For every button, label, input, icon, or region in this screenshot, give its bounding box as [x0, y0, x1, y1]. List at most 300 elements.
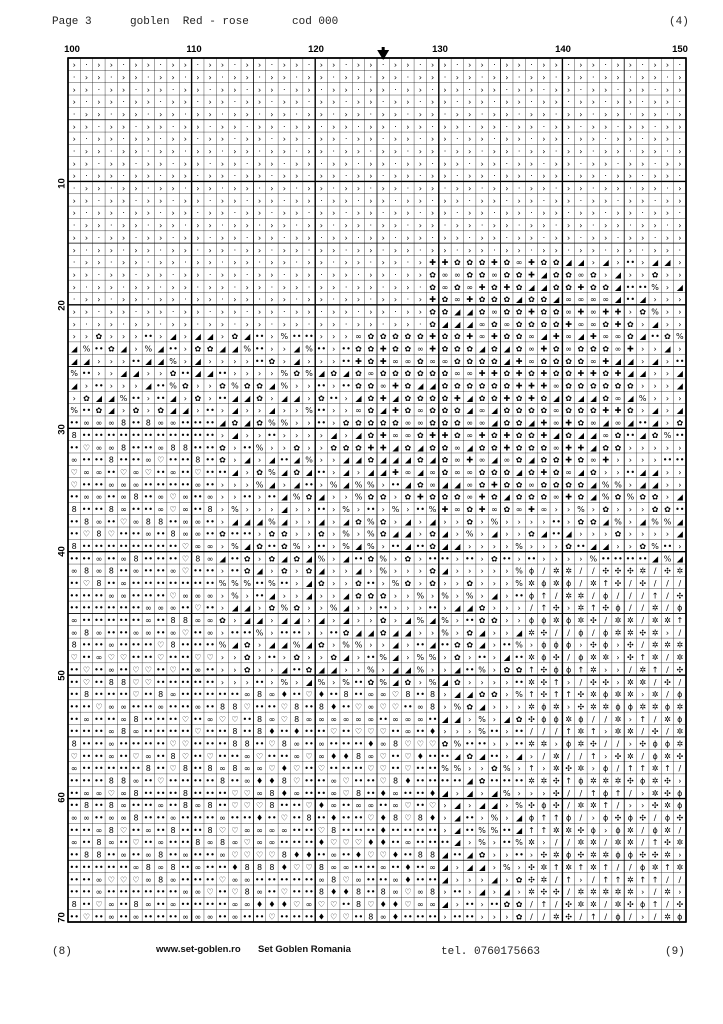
svg-text:••: ••: [551, 529, 561, 539]
svg-text:••: ••: [106, 492, 117, 502]
svg-text:✲: ✲: [540, 875, 548, 885]
svg-text:••: ••: [205, 899, 215, 909]
svg-text:∞: ∞: [416, 344, 424, 354]
svg-text:✿: ✿: [342, 443, 350, 453]
svg-text:••: ••: [205, 850, 215, 860]
svg-text:›: ›: [183, 393, 188, 403]
svg-text:✚: ✚: [466, 455, 474, 465]
svg-text:✚: ✚: [528, 505, 535, 514]
svg-text:›: ›: [245, 282, 249, 292]
svg-text:••: ••: [254, 912, 265, 922]
svg-text:·: ·: [456, 97, 459, 107]
svg-text:✿: ✿: [83, 393, 90, 403]
svg-text:›: ›: [542, 184, 546, 194]
svg-text:∞: ∞: [206, 591, 214, 601]
svg-text:›: ›: [591, 159, 595, 169]
svg-text:/: /: [666, 690, 669, 700]
svg-text:›: ›: [653, 134, 657, 144]
svg-text:✣: ✣: [528, 801, 535, 811]
svg-text:✚: ✚: [577, 369, 585, 379]
svg-text:✲: ✲: [577, 887, 585, 897]
svg-text:·: ·: [443, 73, 447, 82]
svg-text:✣: ✣: [602, 677, 610, 687]
svg-text:›: ›: [579, 147, 583, 156]
svg-text:∞: ∞: [614, 393, 622, 403]
svg-text:·: ·: [147, 295, 150, 305]
svg-text:✿: ✿: [503, 381, 511, 391]
svg-text:✣: ✣: [589, 616, 597, 626]
svg-text:◢: ◢: [652, 480, 659, 490]
svg-text:✚: ✚: [540, 430, 548, 440]
svg-text:·: ·: [468, 196, 471, 206]
svg-text:›: ›: [566, 122, 571, 132]
svg-text:›: ›: [665, 196, 670, 206]
svg-text:·: ·: [134, 196, 138, 206]
svg-text:••: ••: [316, 850, 327, 860]
svg-text:›: ›: [480, 542, 484, 551]
svg-text:›: ›: [641, 788, 645, 798]
svg-text:›: ›: [233, 73, 237, 82]
svg-text:✿: ✿: [466, 258, 474, 268]
svg-text:✿: ✿: [429, 566, 436, 576]
svg-text:%: %: [231, 591, 239, 601]
svg-text:›: ›: [208, 356, 212, 366]
svg-text:›: ›: [72, 60, 76, 70]
svg-text:∞: ∞: [95, 653, 103, 663]
svg-text:›: ›: [344, 307, 348, 317]
svg-text:›: ›: [492, 887, 497, 897]
svg-text:ϕ: ϕ: [578, 776, 584, 786]
svg-text:›: ›: [455, 184, 459, 194]
svg-text:••: ••: [291, 332, 302, 342]
svg-text:✿: ✿: [453, 258, 461, 268]
svg-text:✿: ✿: [589, 344, 597, 354]
svg-text:›: ›: [183, 85, 188, 95]
svg-text:✿: ✿: [404, 393, 412, 403]
svg-text:∞: ∞: [95, 517, 103, 527]
svg-text:∞: ∞: [132, 862, 140, 872]
svg-text:›: ›: [468, 714, 472, 724]
svg-text:♦: ♦: [391, 850, 400, 860]
svg-text:••: ••: [180, 480, 191, 490]
svg-text:›: ›: [381, 221, 385, 231]
svg-text:/: /: [629, 603, 632, 613]
svg-text:✿: ✿: [206, 344, 214, 354]
svg-text:◢: ◢: [639, 369, 646, 379]
svg-text:›: ›: [393, 554, 398, 564]
svg-text:✲: ✲: [614, 899, 622, 909]
svg-text:›: ›: [505, 739, 509, 749]
svg-text:✲: ✲: [651, 862, 659, 872]
svg-text:••: ••: [143, 788, 154, 798]
svg-text:·: ·: [320, 159, 323, 169]
svg-text:∞: ∞: [70, 455, 78, 465]
svg-text:›: ›: [356, 73, 361, 82]
svg-text:✿: ✿: [515, 455, 523, 465]
svg-text:••: ••: [118, 566, 129, 576]
svg-text:✚: ✚: [466, 295, 474, 305]
svg-text:••: ••: [155, 739, 166, 749]
svg-text:∞: ∞: [120, 480, 127, 490]
svg-text:♡: ♡: [342, 838, 350, 848]
row-label-10: 10: [56, 178, 68, 189]
svg-text:••: ••: [193, 430, 203, 440]
svg-text:✣: ✣: [552, 653, 560, 663]
svg-text:›: ›: [381, 184, 385, 194]
svg-text:›: ›: [418, 73, 422, 82]
svg-text:›: ›: [430, 171, 435, 181]
svg-text:••: ••: [193, 764, 203, 774]
svg-text:∞: ∞: [194, 517, 202, 527]
svg-text:›: ›: [233, 233, 237, 243]
svg-text:›: ›: [121, 295, 126, 305]
svg-text:••: ••: [613, 554, 623, 564]
svg-text:›: ›: [245, 208, 249, 218]
svg-text:✣: ✣: [651, 850, 659, 860]
svg-text:›: ›: [393, 245, 398, 255]
svg-text:∞: ∞: [392, 788, 399, 798]
brand-name: Set Goblen Romania: [258, 944, 351, 955]
svg-text:∞: ∞: [503, 455, 511, 465]
svg-text:∞: ∞: [268, 825, 276, 835]
svg-text:›: ›: [566, 147, 571, 156]
svg-text:›: ›: [678, 542, 682, 551]
svg-text:›: ›: [245, 430, 249, 440]
svg-text:›: ›: [72, 97, 76, 107]
svg-text:›: ›: [319, 258, 324, 268]
svg-text:·: ·: [394, 307, 397, 317]
svg-text:·: ·: [258, 295, 261, 305]
svg-text:✿: ✿: [355, 517, 362, 527]
svg-text:›: ›: [665, 282, 670, 292]
svg-text:✿: ✿: [627, 319, 634, 329]
svg-text:✿: ✿: [552, 480, 560, 490]
svg-text:••: ••: [155, 579, 166, 588]
svg-text:◢: ◢: [565, 258, 572, 268]
svg-text:›: ›: [653, 73, 657, 82]
svg-text:›: ›: [233, 196, 237, 206]
svg-text:ϕ: ϕ: [677, 603, 683, 613]
svg-text:♡: ♡: [404, 899, 412, 909]
svg-text:✿: ✿: [577, 480, 585, 490]
svg-text:›: ›: [233, 184, 237, 194]
svg-text:›: ›: [97, 295, 101, 305]
svg-text:∞: ∞: [466, 492, 474, 502]
svg-text:◢: ◢: [293, 455, 300, 465]
svg-text:✿: ✿: [293, 554, 301, 564]
svg-text:·: ·: [493, 208, 496, 218]
svg-text:›: ›: [307, 381, 311, 391]
svg-text:ϕ: ϕ: [541, 702, 547, 712]
website-link[interactable]: www.set-goblen.ro: [156, 944, 241, 955]
svg-text:8: 8: [392, 776, 399, 786]
svg-text:›: ›: [430, 110, 435, 119]
svg-text:›: ›: [529, 73, 534, 82]
svg-text:✿: ✿: [602, 369, 610, 379]
svg-text:›: ›: [282, 406, 286, 416]
svg-text:∞: ∞: [107, 418, 115, 428]
svg-text:›: ›: [418, 517, 422, 527]
svg-text:›: ›: [492, 233, 497, 243]
svg-text:✣: ✣: [676, 665, 684, 675]
svg-text:✿: ✿: [602, 393, 610, 403]
svg-text:›: ›: [183, 134, 188, 144]
svg-text:›: ›: [97, 184, 101, 194]
svg-text:›: ›: [282, 245, 286, 255]
svg-text:∞: ∞: [144, 751, 152, 761]
svg-text:›: ›: [641, 270, 645, 280]
svg-text:·: ·: [530, 97, 533, 107]
svg-text:••: ••: [291, 801, 302, 811]
svg-text:◢: ◢: [219, 554, 226, 564]
svg-text:›: ›: [220, 406, 225, 416]
svg-text:/: /: [641, 825, 645, 835]
svg-text:›: ›: [604, 665, 608, 675]
svg-text:◢: ◢: [343, 455, 350, 465]
svg-text:›: ›: [665, 60, 670, 70]
svg-text:••: ••: [94, 690, 104, 700]
svg-text:∞: ∞: [268, 838, 276, 848]
svg-text:·: ·: [332, 295, 335, 305]
svg-text:✿: ✿: [441, 443, 449, 453]
svg-text:·: ·: [629, 184, 632, 194]
svg-text:••: ••: [341, 764, 351, 774]
svg-text:›: ›: [84, 233, 89, 243]
svg-text:✿: ✿: [367, 554, 375, 564]
svg-text:/: /: [666, 579, 669, 588]
svg-text:›: ›: [443, 813, 447, 823]
svg-text:›: ›: [220, 566, 225, 576]
svg-text:›: ›: [233, 221, 237, 231]
svg-text:••: ••: [94, 677, 104, 687]
svg-text:›: ›: [319, 430, 324, 440]
svg-text:8: 8: [71, 899, 77, 909]
svg-text:••: ••: [168, 887, 178, 897]
svg-text:••: ••: [353, 862, 364, 872]
svg-text:◢: ◢: [170, 406, 177, 416]
svg-text:✲: ✲: [565, 825, 572, 835]
svg-text:%: %: [515, 542, 523, 551]
svg-text:••: ••: [69, 912, 79, 922]
svg-text:✲: ✲: [589, 887, 597, 897]
svg-text:›: ›: [468, 184, 472, 194]
svg-text:✲: ✲: [639, 677, 647, 687]
svg-text:›: ›: [319, 295, 324, 305]
svg-text:∞: ∞: [194, 862, 202, 872]
svg-text:✲: ✲: [565, 714, 572, 724]
svg-text:›: ›: [332, 122, 336, 132]
svg-text:••: ••: [316, 381, 327, 391]
svg-text:◢: ◢: [244, 603, 251, 613]
svg-text:›: ›: [653, 147, 657, 156]
svg-text:••: ••: [415, 727, 426, 737]
svg-text:›: ›: [505, 813, 509, 823]
svg-text:›: ›: [257, 196, 262, 206]
svg-text:%: %: [231, 579, 239, 588]
svg-text:›: ›: [282, 147, 286, 156]
svg-text:✲: ✲: [577, 899, 585, 909]
svg-text:∞: ∞: [515, 258, 523, 268]
svg-text:◢: ◢: [244, 332, 251, 342]
svg-text:♡: ♡: [157, 776, 165, 786]
svg-text:›: ›: [220, 245, 225, 255]
svg-text:›: ›: [678, 480, 682, 490]
svg-text:∞: ∞: [404, 356, 412, 366]
svg-text:›: ›: [282, 319, 286, 329]
svg-text:›: ›: [542, 97, 546, 107]
svg-text:›: ›: [604, 147, 608, 156]
svg-text:›: ›: [307, 628, 311, 638]
svg-text:∞: ∞: [367, 801, 375, 811]
svg-text:••: ••: [675, 430, 685, 440]
svg-text:›: ›: [109, 307, 113, 317]
svg-text:••: ••: [143, 640, 154, 650]
svg-text:∞: ∞: [330, 776, 338, 786]
svg-text:›: ›: [480, 85, 484, 95]
svg-text:◢: ◢: [590, 480, 597, 490]
svg-text:••: ••: [94, 505, 104, 514]
svg-text:ϕ: ϕ: [640, 862, 646, 872]
svg-text:✿: ✿: [293, 653, 301, 663]
svg-text:›: ›: [72, 307, 76, 317]
svg-text:›: ›: [579, 245, 583, 255]
svg-text:8: 8: [244, 887, 250, 897]
svg-text:◢: ◢: [652, 356, 659, 366]
svg-text:✿: ✿: [515, 492, 523, 502]
svg-text:›: ›: [84, 196, 89, 206]
svg-text:›: ›: [84, 221, 89, 231]
svg-text:›: ›: [616, 640, 620, 650]
svg-text:›: ›: [604, 73, 608, 82]
svg-text:✚: ✚: [441, 505, 449, 514]
svg-text:›: ›: [430, 591, 435, 601]
svg-text:›: ›: [381, 85, 385, 95]
svg-text:◢: ◢: [417, 467, 424, 477]
svg-text:·: ·: [542, 159, 546, 169]
svg-text:›: ›: [665, 356, 670, 366]
svg-text:••: ••: [502, 554, 512, 564]
svg-text:◢: ◢: [244, 542, 251, 551]
svg-text:✿: ✿: [95, 332, 103, 342]
svg-text:∞: ∞: [589, 307, 597, 317]
svg-text:••: ••: [131, 542, 141, 551]
svg-text:›: ›: [134, 147, 138, 156]
svg-text:••: ••: [390, 751, 401, 761]
svg-text:·: ·: [567, 245, 570, 255]
svg-text:›: ›: [270, 443, 274, 453]
svg-text:›: ›: [517, 134, 521, 144]
svg-text:%: %: [589, 554, 598, 564]
svg-text:/: /: [579, 677, 583, 687]
svg-text:·: ·: [110, 147, 113, 156]
svg-text:8: 8: [71, 640, 77, 650]
svg-text:✿: ✿: [219, 616, 226, 626]
svg-text:·: ·: [270, 171, 274, 181]
svg-text:✿: ✿: [416, 393, 424, 403]
svg-text:8: 8: [281, 850, 287, 860]
svg-text:••: ••: [267, 702, 277, 712]
svg-text:›: ›: [220, 665, 225, 675]
svg-text:/: /: [579, 912, 583, 922]
svg-text:›: ›: [282, 258, 286, 268]
svg-text:✿: ✿: [664, 332, 671, 342]
svg-text:›: ›: [443, 690, 447, 700]
svg-text:♡: ♡: [70, 467, 78, 477]
svg-text:◢: ◢: [454, 307, 461, 317]
svg-text:✿: ✿: [453, 677, 461, 687]
svg-text:♡: ♡: [181, 554, 189, 564]
svg-text:••: ••: [304, 739, 314, 749]
svg-text:›: ›: [542, 554, 546, 564]
svg-text:••: ••: [81, 887, 92, 897]
svg-text:✿: ✿: [478, 850, 486, 860]
svg-text:›: ›: [146, 307, 150, 317]
svg-text:♦: ♦: [280, 788, 288, 798]
svg-text:✲: ✲: [651, 640, 659, 650]
svg-text:·: ·: [283, 307, 286, 317]
svg-text:♡: ♡: [231, 850, 239, 860]
svg-text:›: ›: [455, 159, 459, 169]
svg-text:%: %: [379, 554, 388, 564]
svg-text:›: ›: [468, 875, 472, 885]
svg-text:↑: ↑: [651, 591, 659, 601]
svg-text:›: ›: [369, 97, 373, 107]
svg-text:›: ›: [233, 443, 237, 453]
svg-text:∞: ∞: [441, 270, 449, 280]
svg-text:·: ·: [245, 122, 249, 132]
svg-text:ϕ: ϕ: [652, 825, 658, 835]
svg-text:/: /: [666, 665, 669, 675]
svg-text:••: ••: [625, 430, 636, 440]
svg-text:›: ›: [468, 97, 472, 107]
svg-text:✿: ✿: [429, 406, 436, 416]
svg-text:♡: ♡: [379, 727, 387, 737]
svg-text:♡: ♡: [256, 751, 264, 761]
svg-text:••: ••: [675, 505, 685, 514]
svg-text:›: ›: [183, 356, 188, 366]
svg-text:·: ·: [369, 73, 373, 82]
svg-text:·: ·: [604, 208, 607, 218]
svg-text:›: ›: [430, 665, 435, 675]
svg-text:%: %: [651, 307, 659, 317]
svg-text:›: ›: [295, 319, 299, 329]
svg-text:›: ›: [233, 122, 237, 132]
svg-text:›: ›: [183, 307, 188, 317]
svg-text:›: ›: [455, 196, 459, 206]
svg-text:›: ›: [406, 566, 410, 576]
svg-text:••: ••: [106, 430, 117, 440]
svg-text:∞: ∞: [95, 628, 103, 638]
svg-text:◢: ◢: [355, 455, 362, 465]
svg-text:••: ••: [291, 690, 302, 700]
svg-text:∞: ∞: [355, 875, 362, 885]
svg-text:›: ›: [641, 184, 645, 194]
svg-text:›: ›: [443, 579, 447, 588]
svg-text:›: ›: [319, 356, 324, 366]
svg-text:›: ›: [72, 270, 76, 280]
svg-text:›: ›: [196, 184, 200, 194]
svg-text:∞: ∞: [416, 887, 424, 897]
svg-text:✿: ✿: [515, 418, 523, 428]
svg-text:8: 8: [108, 677, 114, 687]
svg-text:›: ›: [295, 282, 299, 292]
svg-text:/: /: [579, 788, 583, 798]
svg-text:›: ›: [665, 529, 670, 539]
svg-text:✲: ✲: [639, 702, 647, 712]
svg-text:∞: ∞: [392, 356, 399, 366]
svg-text:›: ›: [616, 467, 620, 477]
svg-text:••: ••: [193, 443, 203, 453]
